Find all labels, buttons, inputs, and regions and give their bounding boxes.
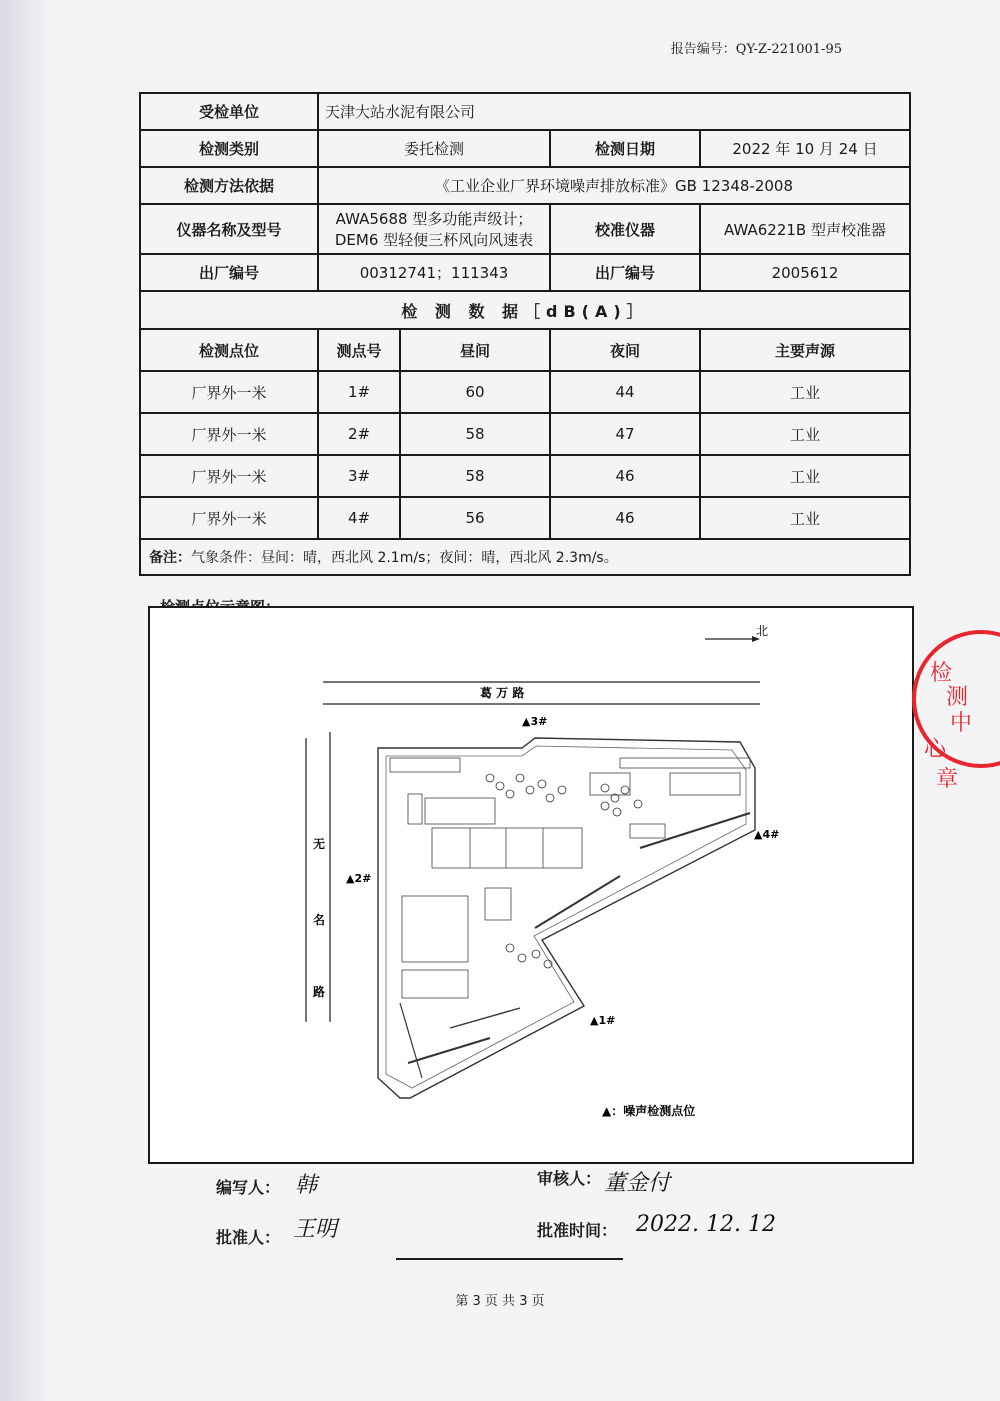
row-source: 工业 — [700, 497, 910, 539]
report-number: 报告编号：QY-Z-221001-95 — [670, 42, 842, 57]
reviewer-signature: 董金付 — [604, 1171, 671, 1196]
type-value: 委托检测 — [318, 130, 550, 167]
row-location: 厂界外一米 — [140, 413, 318, 455]
col-header-night: 夜间 — [550, 329, 700, 371]
seal-char: 检 — [930, 661, 953, 686]
serial2-label: 出厂编号 — [550, 254, 700, 291]
remark-text: 气象条件：昼间：晴，西北风 2.1m/s；夜间：晴，西北风 2.3m/s。 — [191, 550, 618, 566]
serial2-value: 2005612 — [700, 254, 910, 291]
data-section-title: 检 测 数 据［dB(A)］ — [140, 291, 910, 329]
row-source: 工业 — [700, 413, 910, 455]
site-diagram — [148, 606, 914, 1164]
method-value: 《工业企业厂界环境噪声排放标准》GB 12348-2008 — [318, 167, 910, 204]
table-row — [140, 371, 910, 413]
building — [402, 896, 468, 962]
col-header-source: 主要声源 — [700, 329, 910, 371]
official-seal — [912, 630, 1000, 792]
row-point: 1# — [318, 371, 400, 413]
building — [390, 758, 460, 772]
remark-cell — [140, 539, 910, 575]
building — [425, 798, 495, 824]
seal-char: 测 — [946, 685, 969, 710]
unit-value: 天津大站水泥有限公司 — [318, 93, 910, 130]
site-map-drawing — [150, 608, 912, 1162]
col-header-day: 昼间 — [400, 329, 550, 371]
building — [432, 828, 582, 868]
instrument-label: 仪器名称及型号 — [140, 204, 318, 254]
row-day: 60 — [400, 371, 550, 413]
serial-value: 00312741；111343 — [318, 254, 550, 291]
instrument-value-line-2: DEM6 型轻便三杯风向风速表 — [334, 231, 534, 249]
calib-label: 校准仪器 — [550, 204, 700, 254]
row-location: 厂界外一米 — [140, 455, 318, 497]
point-2-marker: ▲2# — [346, 872, 372, 885]
approve-time-value: 2022. 12. 12 — [636, 1212, 776, 1237]
road-top-name: 葛 万 路 — [480, 686, 525, 700]
equipment-cluster — [486, 774, 642, 968]
building — [670, 773, 740, 795]
conveyor — [535, 876, 620, 928]
point-3-marker: ▲3# — [522, 715, 548, 728]
date-label: 检测日期 — [550, 130, 700, 167]
row-day: 58 — [400, 413, 550, 455]
calib-value: AWA6221B 型声校准器 — [700, 204, 910, 254]
row-source: 工业 — [700, 371, 910, 413]
instrument-value — [318, 204, 550, 254]
table-row — [140, 455, 910, 497]
page-number: 第 3 页 共 3 页 — [455, 1294, 545, 1309]
road-left-char: 名 — [313, 913, 326, 927]
conveyor — [400, 1003, 422, 1078]
building — [408, 794, 422, 824]
road-left-char: 路 — [313, 985, 326, 999]
row-night: 46 — [550, 497, 700, 539]
row-night: 46 — [550, 455, 700, 497]
remark-label: 备注： — [149, 550, 191, 566]
building — [485, 888, 511, 920]
col-header-location: 检测点位 — [140, 329, 318, 371]
building — [630, 824, 665, 838]
row-night: 47 — [550, 413, 700, 455]
instrument-value-line-1: AWA5688 型多功能声级计； — [335, 210, 533, 228]
row-location: 厂界外一米 — [140, 497, 318, 539]
unit-label: 受检单位 — [140, 93, 318, 130]
point-1-marker: ▲1# — [590, 1014, 616, 1027]
building — [590, 773, 630, 795]
page-edge-shadow — [0, 0, 44, 1401]
row-point: 2# — [318, 413, 400, 455]
building — [620, 758, 750, 768]
footer-divider — [396, 1258, 623, 1260]
approver-label: 批准人： — [216, 1228, 281, 1247]
plant-boundary — [378, 738, 755, 1098]
row-location: 厂界外一米 — [140, 371, 318, 413]
seal-char: 心 — [924, 737, 947, 762]
row-day: 58 — [400, 455, 550, 497]
serial-label: 出厂编号 — [140, 254, 318, 291]
north-label: 北 — [756, 624, 769, 638]
approve-time-label: 批准时间： — [537, 1221, 618, 1240]
seal-char: 章 — [936, 767, 959, 792]
seal-char: 中 — [950, 711, 973, 736]
building — [402, 970, 468, 998]
table-row — [140, 413, 910, 455]
col-header-point: 测点号 — [318, 329, 400, 371]
row-day: 56 — [400, 497, 550, 539]
report-info-table — [139, 92, 911, 576]
writer-label: 编写人： — [216, 1178, 281, 1197]
type-label: 检测类别 — [140, 130, 318, 167]
row-source: 工业 — [700, 455, 910, 497]
approver-signature: 王明 — [293, 1217, 338, 1242]
row-point: 4# — [318, 497, 400, 539]
date-value: 2022 年 10 月 24 日 — [700, 130, 910, 167]
conveyor — [450, 1008, 520, 1028]
plant-inner-boundary — [386, 746, 746, 1088]
road-left-char: 无 — [313, 837, 326, 851]
reviewer-label: 审核人： — [537, 1169, 602, 1188]
row-night: 44 — [550, 371, 700, 413]
point-4-marker: ▲4# — [754, 828, 780, 841]
diagram-legend: ▲：噪声检测点位 — [602, 1104, 696, 1118]
conveyor — [408, 1038, 490, 1063]
row-point: 3# — [318, 455, 400, 497]
method-label: 检测方法依据 — [140, 167, 318, 204]
writer-signature: 韩 — [295, 1173, 318, 1198]
table-row — [140, 497, 910, 539]
